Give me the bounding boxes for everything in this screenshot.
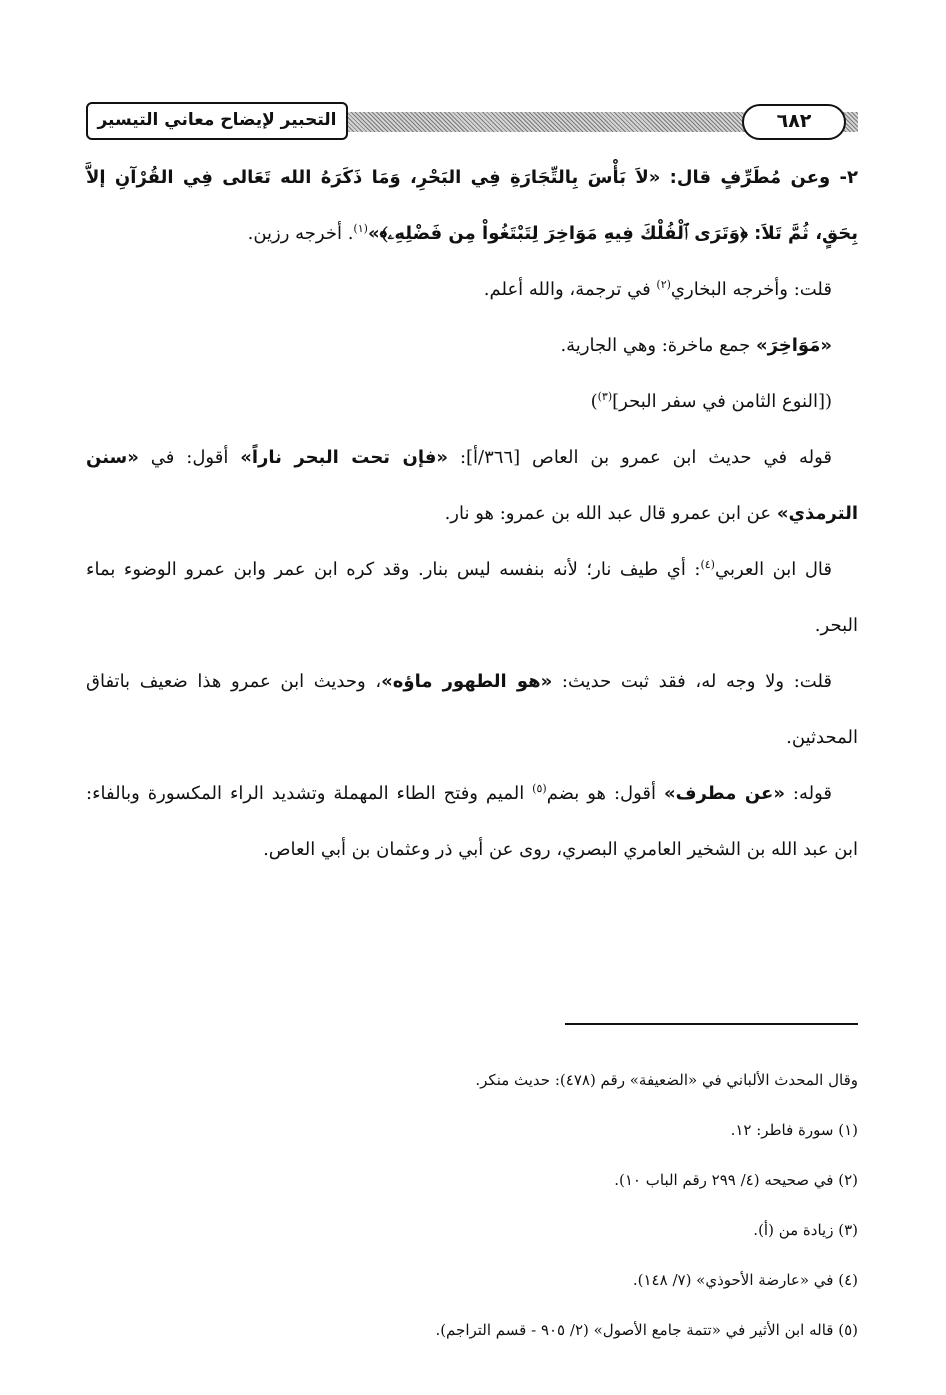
hadith-line-1: ٢- وعن مُطَرِّفٍ قال: «لاَ بَأْسَ بِالتِّجَارَةِ فِي البَحْرِ، وَمَا ذَكَرَهُ الله تَعَالى فِي القُرْآنِ إلاَّ bbox=[86, 167, 858, 188]
footnote-5: (٥) قاله ابن الأثير في «تتمة جامع الأصول» (٢/ ٩٠٥ - قسم التراجم). bbox=[435, 1321, 858, 1339]
footnote-4: (٤) في «عارضة الأحوذي» (٧/ ١٤٨). bbox=[632, 1271, 858, 1289]
qawluhu-paragraph-2 bbox=[86, 766, 858, 878]
footnote-3: (٣) زيادة من (أ). bbox=[753, 1221, 858, 1239]
section-heading-text: ([النوع الثامن في سفر البحر] bbox=[612, 391, 832, 412]
qawluhu-2-quote: «عن مطرف» bbox=[663, 783, 785, 804]
section-heading bbox=[86, 374, 858, 430]
footnote-ref-1: (١) bbox=[353, 222, 368, 235]
hadith-source: . أخرجه رزين. bbox=[247, 223, 354, 244]
ibn-arabi-paragraph bbox=[86, 542, 858, 654]
qawluhu-1-text: قوله في حديث ابن عمرو بن العاص [٣٦٦/أ]: bbox=[448, 447, 832, 468]
ibn-arabi-rest: : أي طيف نار؛ لأنه بنفسه ليس بنار. وقد كره ابن عمر وابن عمرو الوضوء بماء البحر. bbox=[86, 559, 858, 636]
mawakhir-term: «مَوَاخِرَ» bbox=[755, 335, 832, 356]
footnote-ref-4: (٤) bbox=[700, 558, 715, 571]
qawluhu-paragraph-1 bbox=[86, 430, 858, 542]
footnote-1: (١) سورة فاطر: ١٢. bbox=[730, 1121, 858, 1139]
qult-1-rest: في ترجمة، والله أعلم. bbox=[483, 279, 657, 300]
footnote-ref-2: (٢) bbox=[656, 278, 671, 291]
page-number: ٦٨٢ bbox=[742, 104, 846, 140]
sunan-title: «سنن الترمذي» bbox=[86, 447, 858, 524]
qult-paragraph-2 bbox=[86, 654, 858, 766]
qult-1-text: قلت: وأخرجه البخاري bbox=[670, 279, 832, 300]
hadith-paragraph bbox=[86, 150, 858, 262]
qult-2-rest: ، وحديث ابن عمرو هذا ضعيف باتفاق المحدثين. bbox=[86, 671, 858, 748]
footnote-ref-5: (٥) bbox=[532, 782, 547, 795]
footnote-separator bbox=[565, 1023, 858, 1025]
qult-2-quote: «هو الطهور ماؤه» bbox=[381, 671, 553, 692]
qawluhu-1-rest: أقول: في bbox=[150, 447, 241, 468]
qawluhu-2-mid: أقول: هو بضم bbox=[546, 783, 664, 804]
qawluhu-2-text: قوله: bbox=[784, 783, 832, 804]
main-text bbox=[86, 150, 858, 878]
mawakhir-paragraph bbox=[86, 318, 858, 374]
sunan-rest: عن ابن عمرو قال عبد الله بن عمرو: هو نار. bbox=[444, 503, 777, 524]
page-header bbox=[86, 100, 858, 144]
footnote-continuation: وقال المحدث الألباني في «الضعيفة» رقم (٤٧٨): حديث منكر. bbox=[475, 1071, 858, 1089]
book-title: التحبير لإيضاح معاني التيسير bbox=[86, 102, 348, 140]
ibn-arabi-text: قال ابن العربي bbox=[714, 559, 832, 580]
section-heading-close: ) bbox=[590, 391, 598, 412]
mawakhir-definition: جمع ماخرة: وهي الجارية. bbox=[560, 335, 756, 356]
qult-2-text: قلت: ولا وجه له، فقد ثبت حديث: bbox=[552, 671, 833, 692]
footnotes bbox=[86, 1055, 858, 1355]
footnote-2: (٢) في صحيحه (٤/ ٢٩٩ رقم الباب ١٠). bbox=[614, 1171, 858, 1189]
qawluhu-2-rest: الميم وفتح الطاء المهملة وتشديد الراء المكسورة وبالفاء: ابن عبد الله بن الشخير العامري البصري، روى عن أبي ذر وعثمان بن أبي العاص. bbox=[86, 783, 858, 860]
qult-paragraph-1 bbox=[86, 262, 858, 318]
footnote-ref-3: (٣) bbox=[597, 390, 613, 403]
qawluhu-1-quote: «فإن تحت البحر ناراً» bbox=[240, 447, 449, 468]
hadith-quran-quote: بِحَقٍ، ثُمَّ تَلاَ: ﴿وَتَرَى ٱلْفُلْكَ فِيهِ مَوَاخِرَ لِتَبْتَغُواْ مِن فَضْلِهِۦ﴾» bbox=[367, 223, 858, 244]
